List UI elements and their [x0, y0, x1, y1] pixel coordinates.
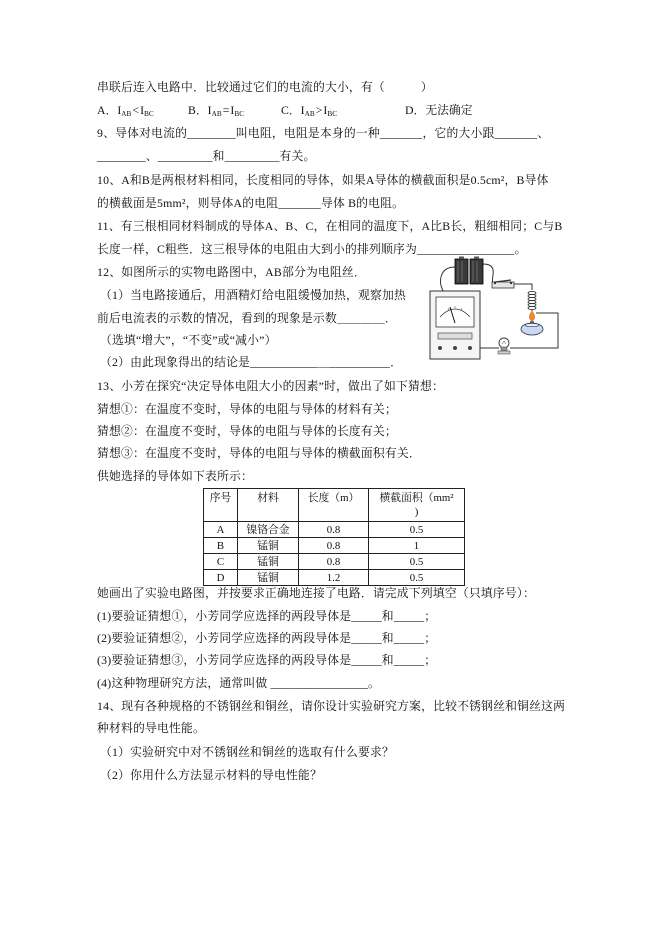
- q13-intro: 她画出了实验电路图，并按要求正确地连接了电路．请完成下列填空（只填序号）：: [97, 586, 535, 600]
- option-label: C．: [281, 103, 301, 117]
- ammeter-icon: [430, 291, 480, 359]
- q13-hypothesis-2: 猜想②：在温度不变时，导体的电阻与导体的长度有关；: [97, 424, 397, 438]
- option-text: 无法确定: [425, 103, 473, 117]
- table-row: [204, 570, 465, 586]
- table-row: [204, 522, 465, 538]
- cell-area: 1: [369, 538, 465, 554]
- current-symbol: I: [300, 103, 305, 117]
- current-symbol: I: [230, 103, 235, 117]
- q12-sub2: （2）由此现象得出的结论是___________＿__________．: [100, 355, 403, 369]
- q13-hypothesis-1: 猜想①：在温度不变时，导体的电阻与导体的材料有关；: [97, 402, 397, 416]
- resistance-coil-icon: [528, 291, 536, 313]
- q13-hypothesis-3: 猜想③：在温度不变时，导体的电阻与导体的横截面积有关．: [97, 446, 421, 460]
- q8-option-a: [97, 102, 154, 118]
- option-label: A．: [97, 103, 118, 117]
- cell-length: 0.8: [299, 522, 369, 538]
- cell-area: 0.5: [369, 570, 465, 586]
- current-subscript: AB: [211, 109, 222, 118]
- q13-line-1: 13、小芳在探究“决定导体电阻大小的因素”时，做出了如下猜想：: [97, 379, 444, 393]
- current-subscript: AB: [304, 109, 315, 118]
- q8-option-b: [188, 102, 244, 118]
- wire-battery-switch: [483, 264, 493, 283]
- wire-switch-coil: [514, 284, 532, 290]
- current-subscript: BC: [234, 109, 245, 118]
- q8-option-d: [405, 102, 473, 118]
- current-symbol: I: [207, 103, 212, 117]
- q11-line-2: 长度一样，C粗些．这三根导体的电阻由大到小的排列顺序为________________。: [97, 242, 527, 256]
- column-header-id: 序号: [204, 489, 238, 522]
- cell-id: D: [204, 570, 238, 586]
- q13-supply: 供她选择的导体如下表所示：: [97, 469, 253, 483]
- current-symbol: I: [323, 103, 328, 117]
- q11-line-1: 11、有三根相同材料制成的导体A、B、C，在相同的温度下，A比B长，粗细相同；C与B: [97, 219, 563, 233]
- column-header-length: 长度（m）: [299, 489, 369, 522]
- q9-line-2: ________、_________和_________有关。: [97, 149, 316, 163]
- column-header-area-end: ): [414, 506, 419, 518]
- q10-line-2: 的横截面是5mm²，则导体A的电阻_______导体 B的电阻。: [97, 196, 405, 210]
- current-subscript: BC: [327, 109, 338, 118]
- cell-id: A: [204, 522, 238, 538]
- q12-sub1-line-1: （1）当电路接通后，用酒精灯给电阻缓慢加热，观察加热: [100, 288, 407, 302]
- cell-area: 0.5: [369, 522, 465, 538]
- q13-sub3: (3)要验证猜想③，小芳同学应选择的两段导体是_____和_____；: [97, 653, 437, 667]
- current-symbol: I: [117, 103, 122, 117]
- wire-battery-ammeter: [441, 267, 455, 291]
- current-subscript: AB: [121, 109, 132, 118]
- table-row: [204, 554, 465, 570]
- cell-material: 锰铜: [238, 570, 299, 586]
- option-label: B．: [188, 103, 208, 117]
- q8-option-c: [281, 102, 337, 118]
- cell-length: 0.8: [299, 538, 369, 554]
- cell-material: 锰铜: [238, 554, 299, 570]
- option-label: D．: [405, 103, 426, 117]
- q12-sub1-line-3: （选填“增大”，“不变”或“减小”）: [100, 333, 277, 347]
- q14-line-2: 种材料的导电性能。: [97, 721, 205, 735]
- column-header-material: 材料: [238, 489, 299, 522]
- alcohol-lamp-icon: [521, 311, 543, 335]
- cell-length: 0.8: [299, 554, 369, 570]
- q13-sub1: (1)要验证猜想①，小芳同学应选择的两段导体是_____和_____；: [97, 609, 437, 623]
- current-symbol: I: [140, 103, 144, 117]
- cell-id: C: [204, 554, 238, 570]
- q14-line-1: 14、现有各种规格的不锈钢丝和铜丝，请你设计实验研究方案，比较不锈钢丝和铜丝这两: [97, 699, 566, 713]
- bulb-icon: [498, 338, 510, 354]
- comparison-operator: <: [132, 103, 140, 117]
- q13-sub4: (4)这种物理研究方法，通常叫做 ________________。: [97, 676, 381, 690]
- switch-icon: [492, 280, 514, 288]
- comparison-operator: =: [222, 103, 230, 117]
- column-header-area-text: 横截面积（mm²: [379, 492, 454, 504]
- q8-stem: 串联后连入电路中．比较通过它们的电流的大小，有（ ）: [97, 80, 433, 94]
- cell-material: 锰铜: [238, 538, 299, 554]
- q14-sub2: （2）你用什么方法显示材料的导电性能？: [100, 768, 323, 782]
- column-header-area: [369, 489, 465, 522]
- table-row: [204, 538, 465, 554]
- battery-icon: [455, 257, 483, 285]
- q14-sub1: （1）实验研究中对不锈钢丝和铜丝的选取有什么要求？: [100, 745, 395, 759]
- cell-area: 0.5: [369, 554, 465, 570]
- q12-sub1-line-2: 前后电流表的示数的情况，看到的现象是示数＿＿＿＿．: [97, 311, 397, 325]
- cell-id: B: [204, 538, 238, 554]
- cell-material: 镍铬合金: [238, 522, 299, 538]
- table-header-row: [204, 489, 465, 522]
- circuit-figure: [428, 255, 568, 363]
- q10-line-1: 10、A和B是两根材料相同，长度相同的导体，如果A导体的横截面积是0.5cm²，B导体: [97, 173, 549, 187]
- cell-length: 1.2: [299, 570, 369, 586]
- q13-sub2: (2)要验证猜想②，小芳同学应选择的两段导体是_____和_____；: [97, 631, 437, 645]
- current-subscript: BC: [144, 109, 154, 118]
- q12-line-1: 12、如图所示的实物电路图中，AB部分为电阻丝．: [97, 265, 366, 279]
- comparison-operator: >: [315, 103, 323, 117]
- conductor-table: [203, 488, 465, 586]
- q9-line-1: 9、导体对电流的________叫电阻，电阻是本身的一种_______，它的大小跟_______、: [97, 126, 550, 140]
